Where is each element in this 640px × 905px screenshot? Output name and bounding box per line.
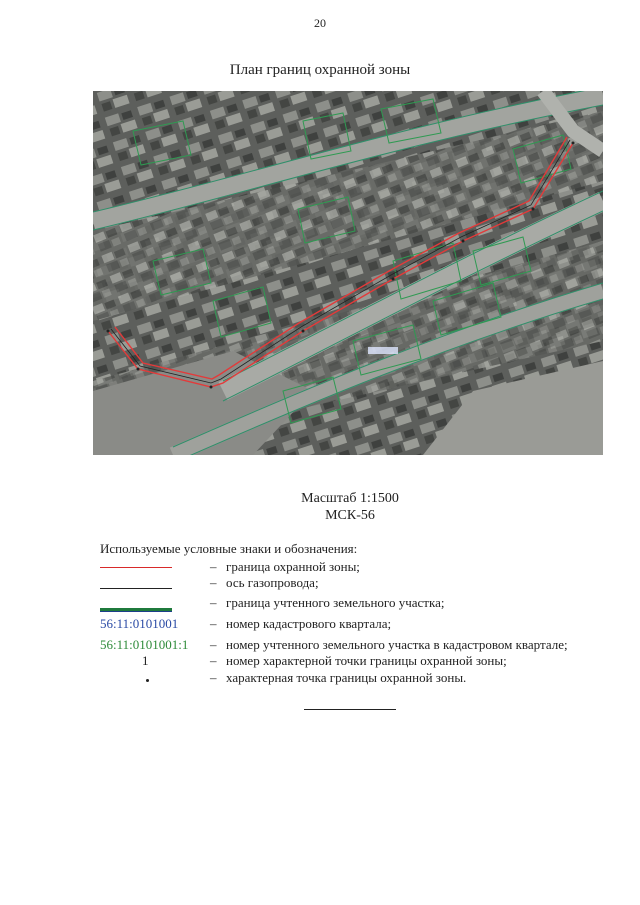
legend-dash: – <box>210 637 217 652</box>
quarter-code: 56:11:0101001 <box>100 616 179 631</box>
coordinate-system: МСК-56 <box>325 508 375 523</box>
legend-description: ось газопровода; <box>226 575 319 590</box>
legend-symbol <box>100 653 210 671</box>
legend-description: номер характерной точки границы охранной зоны; <box>226 653 507 668</box>
legend-symbol <box>100 575 210 593</box>
map-scale: Масштаб 1:1500 <box>301 491 399 506</box>
green-line-icon <box>100 608 172 612</box>
legend-heading: Используемые условные знаки и обозначения: <box>100 541 358 556</box>
legend-symbol <box>100 616 210 634</box>
legend-description: номер кадастрового квартала; <box>226 616 392 631</box>
point-number: 1 <box>142 653 149 668</box>
bottom-rule <box>304 709 396 710</box>
red-line-icon <box>100 567 172 568</box>
legend-dash: – <box>210 670 217 685</box>
legend-row-gas-axis <box>100 575 620 593</box>
legend-symbol <box>100 670 210 688</box>
legend-row-quarter-number <box>100 616 620 634</box>
legend-dash: – <box>210 575 217 590</box>
page-number: 20 <box>314 16 326 30</box>
plan-title: План границ охранной зоны <box>229 62 411 78</box>
aerial-map <box>93 91 603 455</box>
parcel-code: 56:11:0101001:1 <box>100 637 189 652</box>
legend-description: номер учтенного земельного участка в кадастровом квартале; <box>226 637 568 652</box>
legend-description: граница учтенного земельного участка; <box>226 595 445 610</box>
legend-row-point-number <box>100 653 620 671</box>
legend-description: характерная точка границы охранной зоны. <box>226 670 467 685</box>
legend-row-point <box>100 670 620 688</box>
black-line-icon <box>100 588 172 589</box>
point-dot-icon <box>146 679 149 682</box>
legend-dash: – <box>210 595 217 610</box>
legend-dash: – <box>210 559 217 574</box>
legend-symbol <box>100 595 210 613</box>
legend-row-parcel-boundary <box>100 595 620 613</box>
legend-description: граница охранной зоны; <box>226 559 360 574</box>
legend-dash: – <box>210 653 217 668</box>
legend-dash: – <box>210 616 217 631</box>
